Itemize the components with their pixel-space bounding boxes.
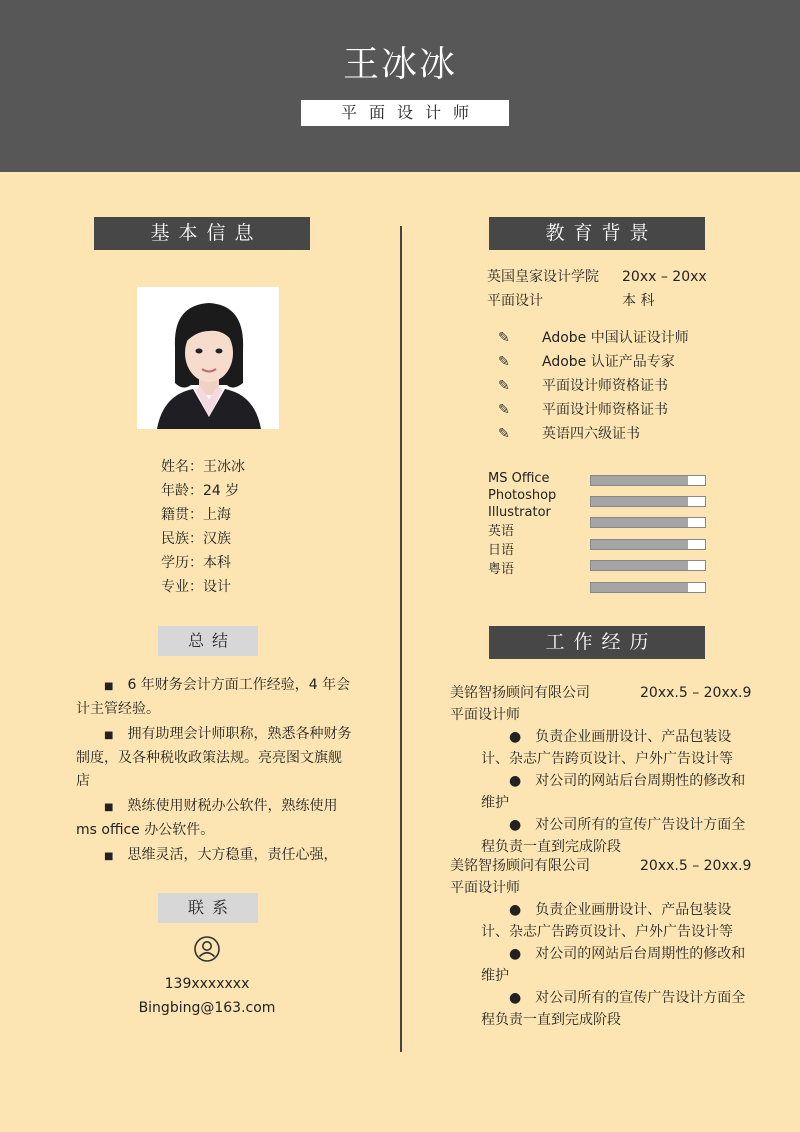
skill-bar-fill (591, 518, 688, 527)
job-duty (450, 943, 755, 987)
job-role: 平面设计师 (450, 707, 520, 723)
info-row-ethnicity (161, 527, 245, 551)
pencil-ruler-icon: ✎ (498, 354, 510, 370)
summary-item (76, 674, 352, 721)
summary-text: 拥有助理会计师职称，熟悉各种财务制度，及各种税收政策法规。亮亮图文旗舰店 (76, 726, 352, 789)
job-duty-text: 负责企业画册设计、产品包装设计、杂志广告跨页设计、户外广告设计等 (481, 902, 733, 940)
skill-label: Photoshop (488, 488, 557, 503)
summary-item (76, 844, 352, 868)
certificate-list (498, 326, 689, 446)
skill-label: MS Office (488, 471, 550, 486)
bullet-dot-icon: ● (509, 990, 522, 1006)
job-role: 平面设计师 (450, 880, 520, 896)
info-label: 姓名： (161, 459, 203, 475)
job-duty (450, 899, 755, 943)
basic-info-list (161, 455, 245, 599)
job-duty (450, 814, 755, 858)
summary-list (76, 674, 352, 868)
bullet-dot-icon: ● (509, 729, 522, 745)
info-value: 王冰冰 (203, 459, 245, 475)
summary-item (76, 795, 352, 842)
section-header-work: 工作经历 (489, 626, 705, 659)
info-value: 上海 (203, 507, 231, 523)
contact-phone[interactable]: 139xxxxxxx (164, 976, 250, 992)
certificate-text: 平面设计师资格证书 (542, 402, 668, 418)
pencil-ruler-icon: ✎ (498, 330, 510, 346)
skill-label: 英语 (488, 524, 515, 539)
job-duty (450, 726, 755, 770)
skill-bar-fill (591, 561, 688, 570)
job-company: 美铭智扬顾问有限公司 (450, 858, 590, 874)
job-duty (450, 770, 755, 814)
bullet-square-icon: ■ (104, 851, 114, 862)
skill-bar (590, 517, 706, 528)
pencil-ruler-icon: ✎ (498, 378, 510, 394)
job-duty-text: 对公司的网站后台周期性的修改和维护 (481, 946, 746, 984)
job-duty-text: 对公司的网站后台周期性的修改和维护 (481, 773, 746, 811)
bullet-dot-icon: ● (509, 946, 522, 962)
skill-label: 粤语 (488, 562, 515, 577)
job-entry (450, 682, 755, 855)
certificate-text: Adobe 中国认证设计师 (542, 330, 689, 346)
skill-label: 日语 (488, 543, 515, 558)
summary-text: 6 年财务会计方面工作经验，4 年会计主管经验。 (76, 677, 351, 717)
education-years: 20xx – 20xx (622, 269, 707, 285)
education-degree: 本 科 (622, 293, 655, 309)
info-label: 年龄： (161, 483, 203, 499)
user-circle-icon (193, 935, 221, 963)
info-row-major (161, 575, 245, 599)
avatar-illustration (137, 287, 279, 429)
bullet-square-icon: ■ (104, 802, 114, 813)
contact-email[interactable]: Bingbing@163.com (138, 1000, 276, 1016)
info-label: 籍贯： (161, 507, 203, 523)
job-duty (450, 987, 755, 1031)
job-period: 20xx.5 – 20xx.9 (640, 858, 752, 874)
info-label: 学历： (161, 555, 203, 571)
bullet-dot-icon: ● (509, 817, 522, 833)
skill-bar-fill (591, 476, 688, 485)
certificate-text: Adobe 认证产品专家 (542, 354, 675, 370)
info-value: 24 岁 (203, 483, 240, 499)
education-school: 英国皇家设计学院 (487, 269, 599, 285)
job-entry (450, 855, 755, 1031)
bullet-square-icon: ■ (104, 681, 114, 692)
bullet-dot-icon: ● (509, 902, 522, 918)
skill-bar-fill (591, 497, 688, 506)
summary-text: 思维灵活，大方稳重，责任心强， (127, 847, 338, 863)
skill-bar-fill (591, 540, 688, 549)
info-value: 设计 (203, 579, 231, 595)
info-value: 本科 (203, 555, 231, 571)
certificate-text: 英语四六级证书 (542, 426, 640, 442)
job-period: 20xx.5 – 20xx.9 (640, 685, 752, 701)
job-title-box: 平面设计师 (301, 100, 509, 126)
pencil-ruler-icon: ✎ (498, 402, 510, 418)
certificate-item (498, 326, 689, 350)
section-header-summary: 总结 (158, 626, 258, 656)
skill-bar (590, 539, 706, 550)
section-header-basic: 基本信息 (94, 217, 310, 250)
info-row-origin (161, 503, 245, 527)
certificate-item (498, 398, 689, 422)
skill-bar (590, 475, 706, 486)
info-label: 专业： (161, 579, 203, 595)
skill-bar (590, 496, 706, 507)
info-row-age (161, 479, 245, 503)
skill-bar (590, 582, 706, 593)
section-header-contact: 联系 (158, 893, 258, 923)
education-major: 平面设计 (487, 293, 543, 309)
skill-bar-fill (591, 583, 688, 592)
summary-text: 熟练使用财税办公软件，熟练使用 ms office 办公软件。 (76, 798, 338, 838)
job-duty-text: 对公司所有的宣传广告设计方面全程负责一直到完成阶段 (481, 817, 746, 855)
pencil-ruler-icon: ✎ (498, 426, 510, 442)
info-row-name (161, 455, 245, 479)
job-company: 美铭智扬顾问有限公司 (450, 685, 590, 701)
certificate-item (498, 374, 689, 398)
skill-bar (590, 560, 706, 571)
job-duty-text: 负责企业画册设计、产品包装设计、杂志广告跨页设计、户外广告设计等 (481, 729, 733, 767)
info-value: 汉族 (203, 531, 231, 547)
candidate-name: 王冰冰 (342, 44, 457, 85)
certificate-text: 平面设计师资格证书 (542, 378, 668, 394)
info-row-education (161, 551, 245, 575)
certificate-item (498, 350, 689, 374)
info-label: 民族： (161, 531, 203, 547)
bullet-square-icon: ■ (104, 730, 114, 741)
skill-label: Illustrator (488, 505, 551, 520)
column-divider (400, 226, 402, 1052)
section-header-education: 教育背景 (489, 217, 705, 250)
certificate-item (498, 422, 689, 446)
job-duty-text: 对公司所有的宣传广告设计方面全程负责一直到完成阶段 (481, 990, 746, 1028)
profile-photo (137, 287, 279, 429)
bullet-dot-icon: ● (509, 773, 522, 789)
summary-item (76, 723, 352, 793)
